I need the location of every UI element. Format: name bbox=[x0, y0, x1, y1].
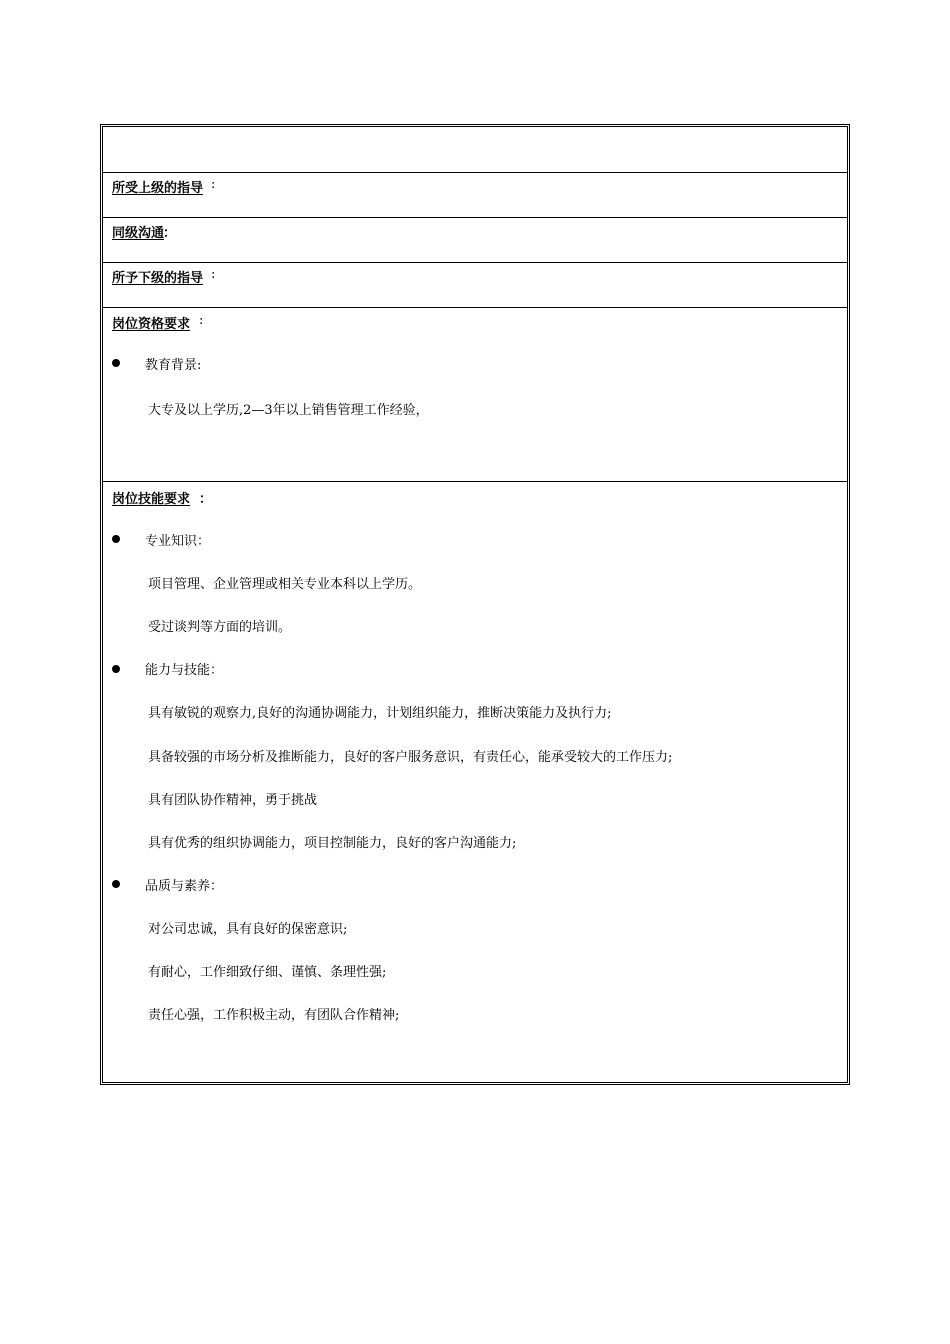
job-description-table bbox=[100, 124, 850, 1085]
quality-title: 品质与素养： bbox=[145, 879, 224, 894]
knowledge-line: 项目管理、企业管理或相关专业本科以上学历。 bbox=[148, 577, 422, 592]
bullet-icon bbox=[112, 359, 120, 367]
ability-title: 能力与技能： bbox=[145, 663, 224, 678]
knowledge-line: 受过谈判等方面的培训。 bbox=[148, 620, 292, 635]
quality-line: 责任心强，工作积极主动，有团队合作精神; bbox=[148, 1008, 400, 1023]
peer-communication-row bbox=[103, 218, 847, 263]
bullet-icon bbox=[112, 665, 120, 673]
ability-line: 具有优秀的组织协调能力，项目控制能力，良好的客户沟通能力; bbox=[148, 836, 517, 851]
ability-line: 具有敏锐的观察力,良好的沟通协调能力，计划组织能力，推断决策能力及执行力; bbox=[148, 706, 612, 721]
subordinate-guidance-heading: 所予下级的指导 bbox=[112, 271, 204, 286]
subordinate-guidance-row bbox=[103, 263, 847, 308]
qualification-row bbox=[103, 308, 847, 482]
bullet-icon bbox=[112, 535, 120, 543]
education-line: 大专及以上学历,2—3年以上销售管理工作经验， bbox=[148, 403, 429, 418]
empty-header-row bbox=[103, 127, 847, 173]
qualification-heading: 岗位资格要求 bbox=[112, 317, 191, 332]
bullet-icon bbox=[112, 880, 120, 888]
qualification-colon: : bbox=[199, 313, 204, 328]
quality-line: 对公司忠诚，具有良好的保密意识; bbox=[148, 922, 348, 937]
skills-row bbox=[103, 482, 847, 1085]
knowledge-title: 专业知识： bbox=[145, 534, 211, 549]
ability-line: 具备较强的市场分析及推断能力，良好的客户服务意识，有责任心，能承受较大的工作压力; bbox=[148, 750, 673, 765]
peer-communication-colon: ： bbox=[163, 226, 177, 241]
skills-heading: 岗位技能要求 bbox=[112, 492, 191, 507]
subordinate-guidance-colon: : bbox=[211, 267, 216, 282]
superior-guidance-row bbox=[103, 173, 847, 218]
education-title: 教育背景: bbox=[145, 358, 202, 373]
ability-line: 具有团队协作精神，勇于挑战 bbox=[148, 793, 318, 808]
quality-line: 有耐心，工作细致仔细、谨慎、条理性强; bbox=[148, 965, 387, 980]
superior-guidance-heading: 所受上级的指导 bbox=[112, 181, 204, 196]
peer-communication-heading: 同级沟通 bbox=[112, 226, 165, 241]
superior-guidance-colon: : bbox=[211, 177, 216, 192]
skills-colon: ： bbox=[199, 492, 213, 507]
